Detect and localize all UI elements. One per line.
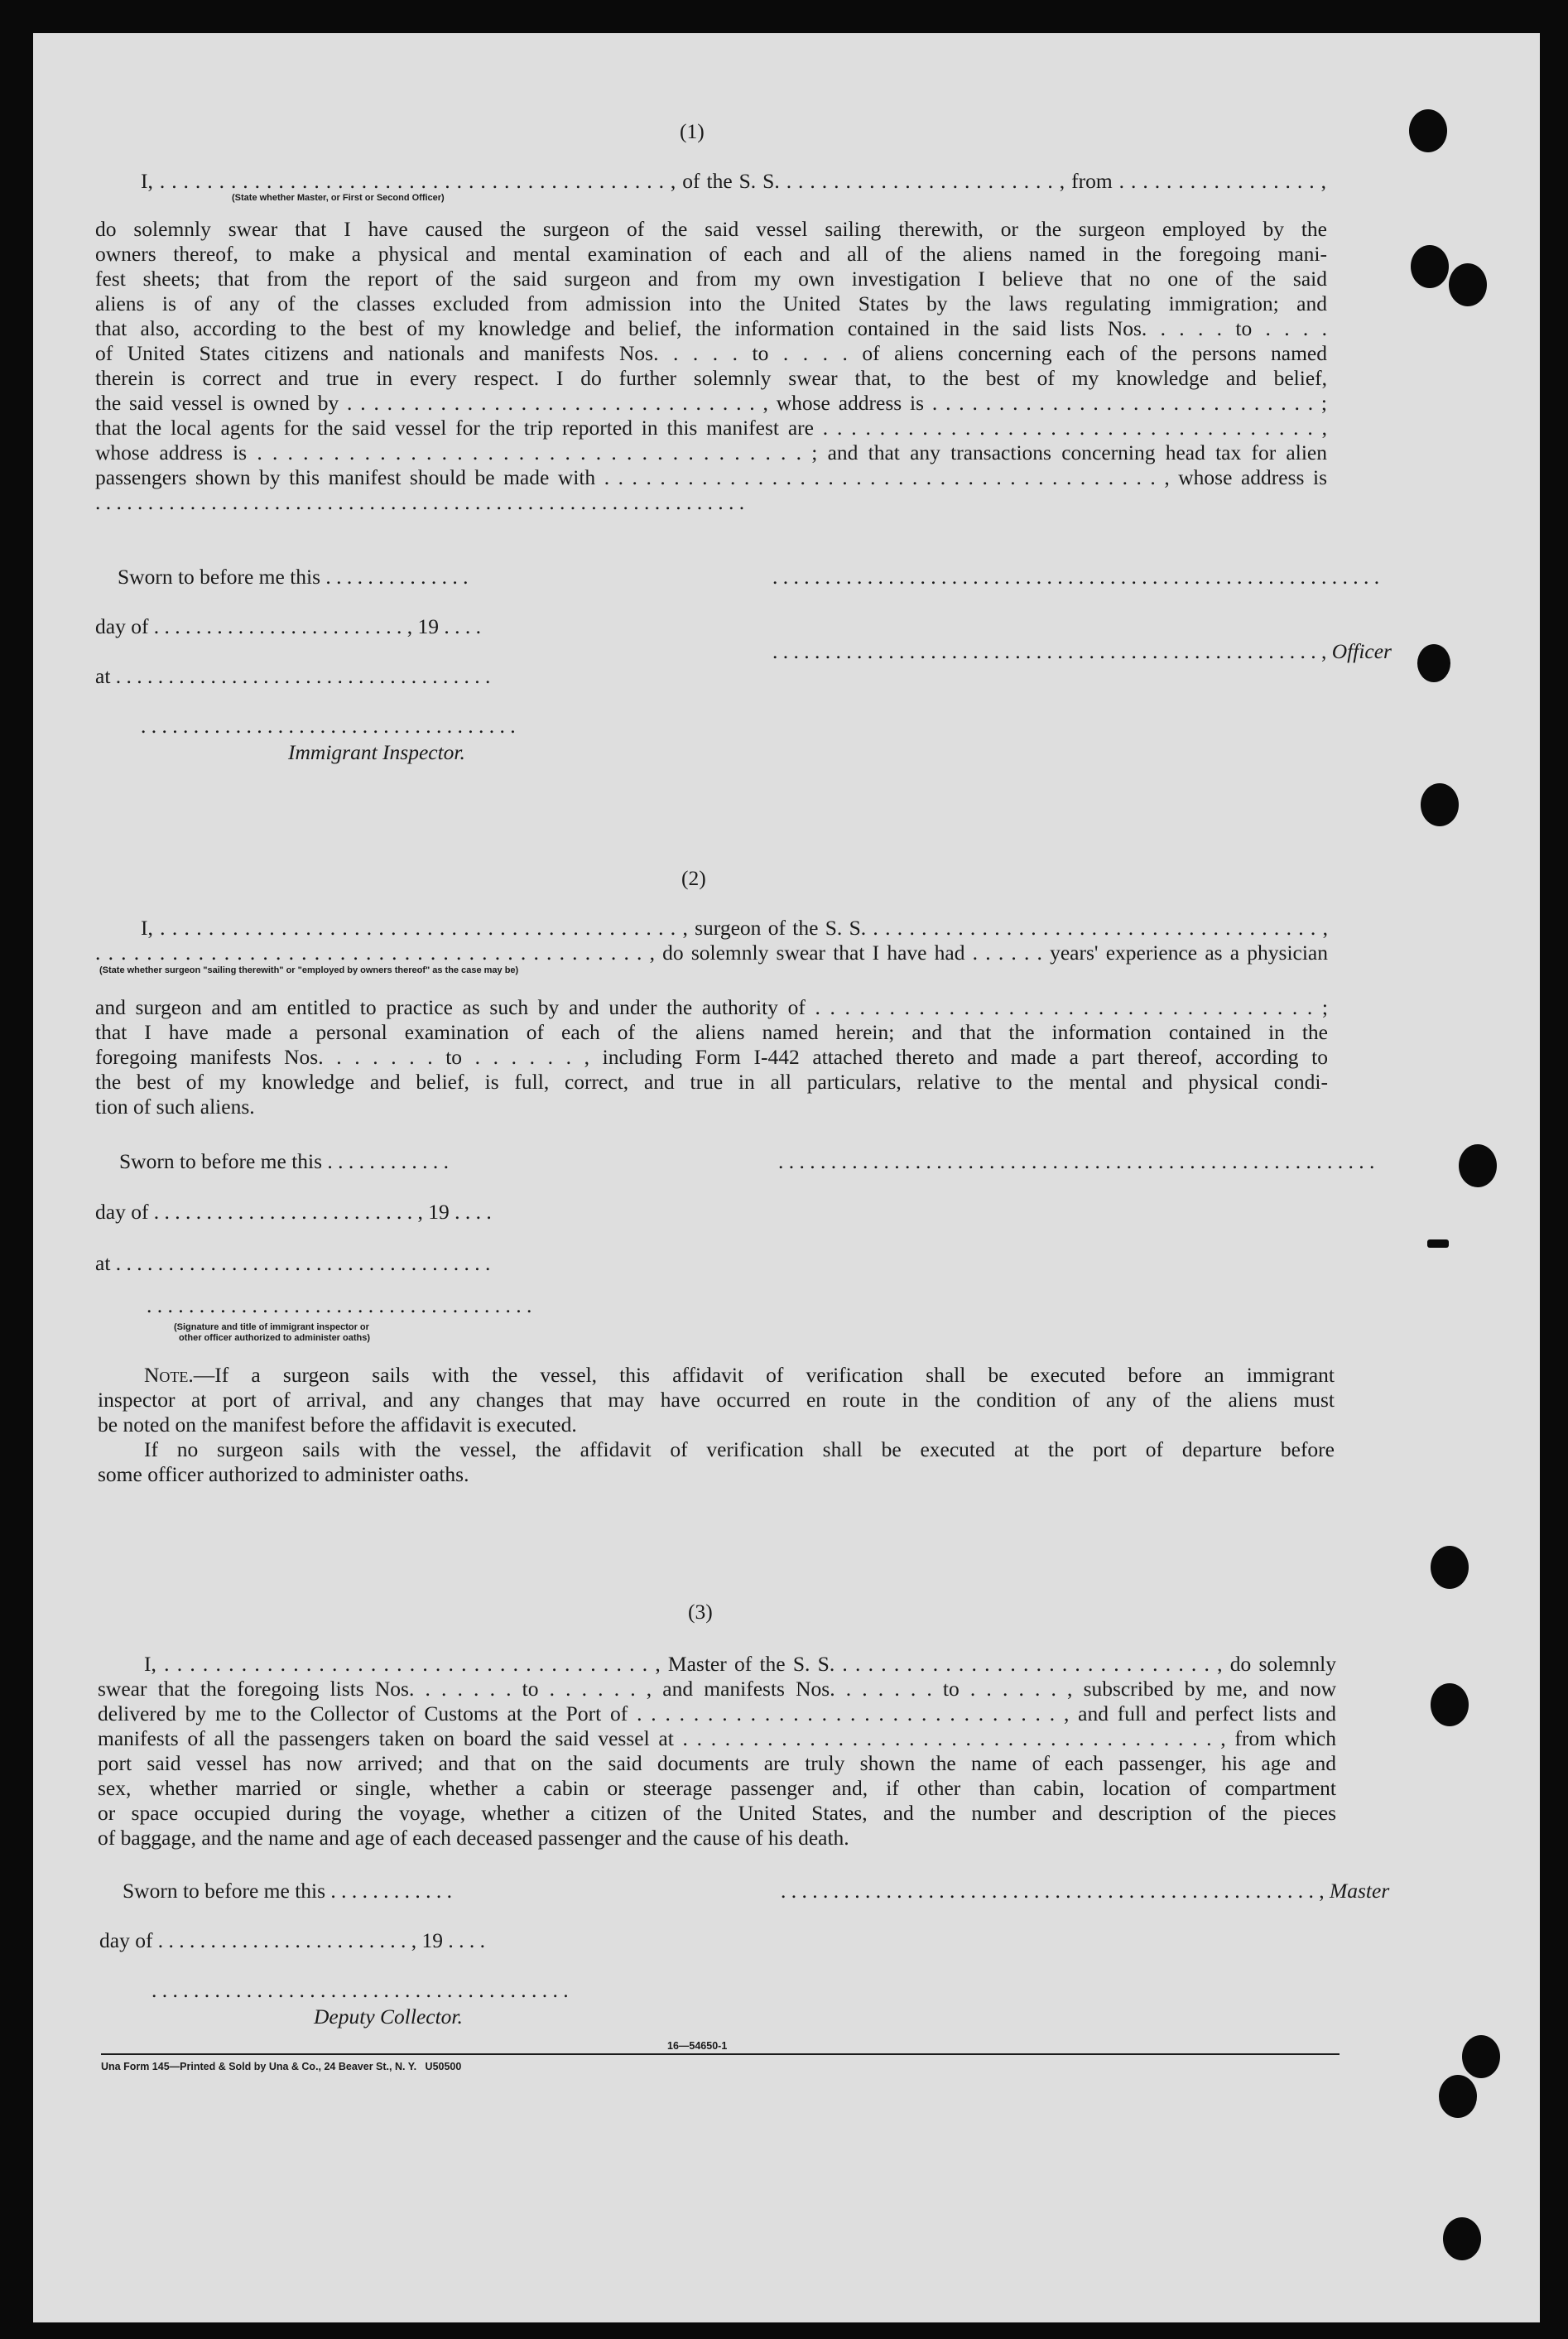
section1-body-line: whose address is . . . . . . . . . . . . . . . . . . . . . . . . . . . . . . . . . . . . ; and that any transactions concerning head tax for alien — [95, 440, 1327, 464]
section3-collector-label: Deputy Collector. — [314, 2005, 463, 2029]
section1-sworn: Sworn to before me this . . . . . . . . . . . . . . — [118, 565, 469, 589]
section1-body-line: of United States citizens and nationals and manifests Nos. . . . . to . . . . of aliens concerning each of the persons named — [95, 341, 1327, 365]
section3-day-of: day of . . . . . . . . . . . . . . . . . . . . . . . . , 19 . . . . — [99, 1928, 486, 1952]
punch-hole — [1411, 245, 1449, 288]
section3-body-line: or space occupied during the voyage, whether a citizen of the United States, and the number and description of the pieces — [98, 1801, 1336, 1825]
punch-hole — [1439, 2075, 1477, 2118]
section1-day-of: day of . . . . . . . . . . . . . . . . . . . . . . . . , 19 . . . . — [95, 614, 482, 638]
section3-body-line: sex, whether married or single, whether a cabin or steerage passenger and, if other than cabin, location of compartment — [98, 1776, 1336, 1800]
section1-heading: (1) — [680, 119, 705, 143]
section2-day-of: day of . . . . . . . . . . . . . . . . . . . . . . . . . , 19 . . . . — [95, 1200, 492, 1224]
punch-hole — [1421, 783, 1459, 826]
section1-body-line: aliens is of any of the classes excluded from admission into the United States by the laws regulating immigration; and — [95, 291, 1327, 315]
section3-body-line: I, . . . . . . . . . . . . . . . . . . . . . . . . . . . . . . . . . . . . . . , Master of the S. S. . . . . . . . . . . . . . . . . . . . . . . . . . . . . . , do solemnly — [144, 1652, 1336, 1676]
section2-body-line: and surgeon and am entitled to practice as such by and under the authority of . . . . . . . . . . . . . . . . . . . . . . . . . . . . . . . . . . ; — [95, 995, 1328, 1019]
section3-body-line: swear that the foregoing lists Nos. . . . . . . to . . . . . . , and manifests Nos. . . . . . . to . . . . . . , subscribed by me, and now — [98, 1677, 1336, 1701]
section2-last-line: tion of such aliens. — [95, 1095, 255, 1119]
section2-note2-last: some officer authorized to administer oaths. — [98, 1462, 469, 1486]
footer-rule — [101, 2053, 1340, 2055]
section2-line2: . . . . . . . . . . . . . . . . . . . . . . . . . . . . . . . . . . . . . . . . . . . , do solemnly swear that I have had . . . . . . years' experience as a physician — [95, 941, 1328, 965]
section1-body-line: fest sheets; that from the report of the said surgeon and from my own investigation I believe that no one of the said — [95, 267, 1327, 291]
section2-at: at . . . . . . . . . . . . . . . . . . . . . . . . . . . . . . . . . . . . — [95, 1251, 491, 1275]
section2-note-line: Note.—If a surgeon sails with the vessel, this affidavit of verification shall be executed before an immigrant — [144, 1363, 1335, 1387]
punch-hole — [1462, 2035, 1500, 2078]
section1-body-line: owners thereof, to make a physical and mental examination of each and all of the aliens named in the foregoing mani- — [95, 242, 1327, 266]
section2-note-last: be noted on the manifest before the affidavit is executed. — [98, 1413, 577, 1437]
section1-body-line: that also, according to the best of my knowledge and belief, the information contained in the said lists Nos. . . . . to . . . . — [95, 316, 1327, 340]
section1-signature-line: . . . . . . . . . . . . . . . . . . . . . . . . . . . . . . . . . . . . . . . . . . . . . . . . . . . . . . . . . . — [772, 565, 1380, 589]
punch-hole — [1449, 263, 1487, 306]
section1-officer-line: . . . . . . . . . . . . . . . . . . . . . . . . . . . . . . . . . . . . . . . . . . . . . . . . . . . . , Officer — [772, 639, 1392, 663]
section2-inspector-note: (Signature and title of immigrant inspector or — [174, 1322, 369, 1332]
form-code: 16—54650-1 — [667, 2040, 728, 2052]
manifest-affidavit-page — [33, 33, 1540, 2322]
section2-inspector-note: other officer authorized to administer oaths) — [179, 1333, 371, 1343]
note-label: Note. — [144, 1363, 194, 1387]
section3-master-line: . . . . . . . . . . . . . . . . . . . . . . . . . . . . . . . . . . . . . . . . . . . . . . . . . . . , Master — [781, 1879, 1390, 1903]
punch-hole — [1409, 109, 1447, 152]
section3-sworn: Sworn to before me this . . . . . . . . . . . . — [123, 1879, 453, 1903]
punch-hole — [1431, 1683, 1469, 1726]
section3-body-line: delivered by me to the Collector of Customs at the Port of . . . . . . . . . . . . . . . . . . . . . . . . . . . . . . , and full and perfect lists and — [98, 1701, 1336, 1725]
section1-last-line: . . . . . . . . . . . . . . . . . . . . . . . . . . . . . . . . . . . . . . . . . . . . . . . . . . . . . . . . . . . . . . — [95, 490, 745, 514]
section2-body-line: the best of my knowledge and belief, is full, correct, and true in all particulars, relative to the mental and physical condi- — [95, 1070, 1328, 1094]
officer-label: Officer — [1331, 639, 1392, 663]
section2-line2-note: (State whether surgeon "sailing therewith" or "employed by owners thereof" as the case may be) — [99, 965, 519, 975]
section2-heading: (2) — [681, 866, 706, 890]
section1-inspector-line: . . . . . . . . . . . . . . . . . . . . . . . . . . . . . . . . . . . . — [141, 714, 516, 738]
section1-line1-note: (State whether Master, or First or Second Officer) — [232, 193, 445, 203]
master-label: Master — [1330, 1879, 1390, 1903]
section2-note-line: inspector at port of arrival, and any changes that may have occurred en route in the condition of any of the aliens must — [98, 1388, 1335, 1412]
punch-hole — [1431, 1546, 1469, 1589]
section1-body-line: passengers shown by this manifest should be made with . . . . . . . . . . . . . . . . . . . . . . . . . . . . . . . . . . . . . . . . , whose address is — [95, 465, 1327, 489]
section3-body-line: port said vessel has now arrived; and that on the said documents are truly shown the name of each passenger, his age and — [98, 1751, 1336, 1775]
section2-inspector-line: . . . . . . . . . . . . . . . . . . . . . . . . . . . . . . . . . . . . . — [147, 1293, 532, 1317]
section2-line1: I, . . . . . . . . . . . . . . . . . . . . . . . . . . . . . . . . . . . . . . . . . . . , surgeon of the S. S. . . . . . . . . . . . . . . . . . . . . . . . . . . . . . . . . . . . . . , — [141, 916, 1328, 940]
section2-signature-line: . . . . . . . . . . . . . . . . . . . . . . . . . . . . . . . . . . . . . . . . . . . . . . . . . . . . . . . . . — [778, 1149, 1375, 1173]
section1-body-line: that the local agents for the said vessel for the trip reported in this manifest are . . . . . . . . . . . . . . . . . . . . . . . . . . . . . . . . . . . , — [95, 416, 1327, 440]
section1-inspector-label: Immigrant Inspector. — [288, 740, 465, 764]
section1-body-line: therein is correct and true in every respect. I do further solemnly swear that, to the best of my knowledge and belief, — [95, 366, 1327, 390]
section2-sworn: Sworn to before me this . . . . . . . . . . . . — [119, 1149, 450, 1173]
section2-body-line: that I have made a personal examination of each of the aliens named herein; and that the information contained in the — [95, 1020, 1328, 1044]
section1-body-line: do solemnly swear that I have caused the surgeon of the said vessel sailing therewith, or the surgeon employed by the — [95, 217, 1327, 241]
section1-line1: I, . . . . . . . . . . . . . . . . . . . . . . . . . . . . . . . . . . . . . . . . . . . , of the S. S. . . . . . . . . . . . . . . . . . . . . . . . , from . . . . . . . . . . . . . . . . . , — [141, 169, 1326, 193]
section3-heading: (3) — [688, 1600, 713, 1624]
section1-at: at . . . . . . . . . . . . . . . . . . . . . . . . . . . . . . . . . . . . — [95, 664, 491, 688]
punch-hole — [1443, 2217, 1481, 2260]
punch-hole — [1417, 644, 1450, 682]
punch-hole — [1459, 1144, 1497, 1187]
section1-body-line: the said vessel is owned by . . . . . . . . . . . . . . . . . . . . . . . . . . . . . . . , whose address is . . . . . . . . . . . . . . . . . . . . . . . . . . . . . ; — [95, 391, 1327, 415]
section3-collector-line: . . . . . . . . . . . . . . . . . . . . . . . . . . . . . . . . . . . . . . . . — [152, 1978, 569, 2002]
section2-note2-line: If no surgeon sails with the vessel, the affidavit of verification shall be executed at the port of departure before — [144, 1437, 1335, 1461]
section3-last-line: of baggage, and the name and age of each deceased passenger and the cause of his death. — [98, 1826, 849, 1850]
section3-body-line: manifests of all the passengers taken on board the said vessel at . . . . . . . . . . . . . . . . . . . . . . . . . . . . . . . . . . . . . . , from which — [98, 1726, 1336, 1750]
printer-imprint: Una Form 145—Printed & Sold by Una & Co., 24 Beaver St., N. Y. U50500 — [101, 2061, 462, 2072]
section2-body-line: foregoing manifests Nos. . . . . . . to . . . . . . , including Form I-442 attached thereto and made a part thereof, according to — [95, 1045, 1328, 1069]
punch-mark — [1427, 1239, 1449, 1248]
